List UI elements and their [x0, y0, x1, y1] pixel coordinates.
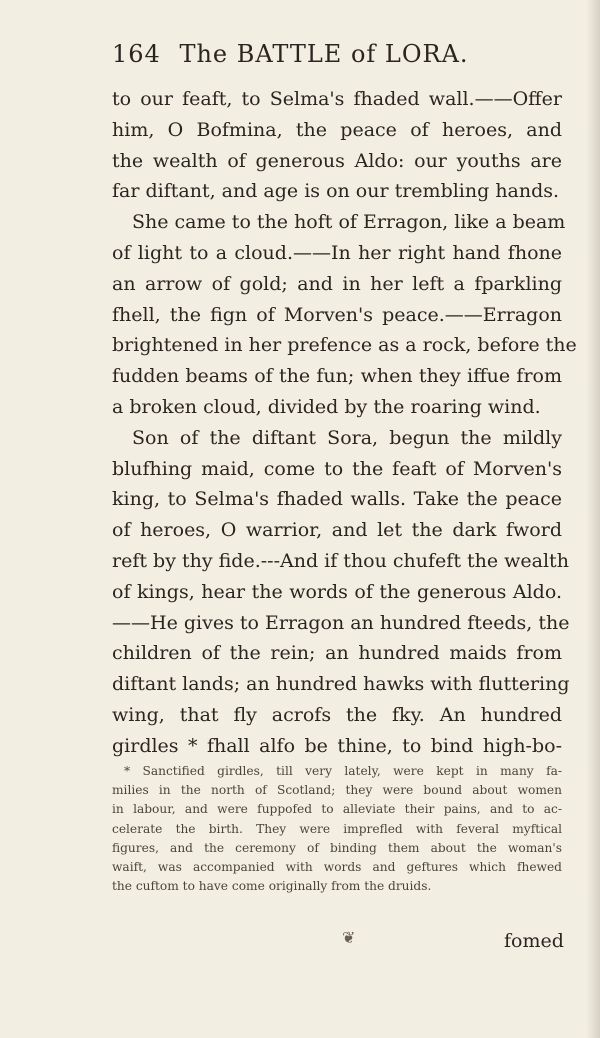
- body-line: girdles * fhall alfo be thine, to bind high-bo-: [112, 734, 562, 757]
- body-line: to our feaft, to Selma's fhaded wall.——Offer: [112, 88, 562, 110]
- body-line: of kings, hear the words of the generous Aldo.: [112, 580, 562, 603]
- catchword: fomed: [504, 930, 564, 952]
- body-line: Son of the diftant Sora, begun the mildly: [132, 426, 562, 449]
- body-line: him, O Bofmina, the peace of heroes, and: [112, 118, 562, 141]
- fleuron-icon: ❦: [342, 928, 356, 947]
- body-line: of light to a cloud.——In her right hand fhone: [112, 241, 562, 264]
- footnote: [112, 762, 562, 896]
- footnote-line: the cuftom to have come originally from the druids.: [112, 879, 432, 894]
- body-line: fhell, the fign of Morven's peace.——Erragon: [112, 303, 562, 326]
- footnote-line: waift, was accompanied with words and geftures which fhewed: [112, 859, 562, 874]
- body-line: blufhing maid, come to the feaft of Morven's: [112, 457, 562, 480]
- body-line: reft by thy fide.---And if thou chufeft the wealth: [112, 549, 569, 572]
- running-title: The BATTLE of LORA.: [179, 40, 469, 68]
- body-line: fudden beams of the fun; when they iffue from: [112, 365, 562, 388]
- body-text: [112, 84, 577, 762]
- footnote-line: milies in the north of Scotland; they were bound about women: [112, 783, 562, 798]
- page-number: 164: [112, 40, 161, 68]
- footnote-line: figures, and the ceremony of binding them about the woman's: [112, 840, 562, 855]
- body-line: brightened in her prefence as a rock, before the: [112, 334, 577, 357]
- body-line: of heroes, O warrior, and let the dark fword: [112, 519, 562, 542]
- body-line: She came to the hoft of Erragon, like a beam: [132, 211, 566, 234]
- body-line: children of the rein; an hundred maids from: [112, 642, 562, 665]
- body-line: a broken cloud, divided by the roaring wind.: [112, 395, 541, 418]
- body-line: the wealth of generous Aldo: our youths are: [112, 149, 562, 172]
- footnote-line: celerate the birth. They were imprefled with feveral myftical: [112, 821, 562, 836]
- page-edge-shadow: [586, 0, 600, 1038]
- body-line: wing, that fly acrofs the fky. An hundred: [112, 703, 562, 726]
- footnote-line: * Sanctified girdles, till very lately, were kept in many fa-: [124, 764, 562, 778]
- body-line: far diftant, and age is on our trembling hands.: [112, 180, 560, 203]
- body-line: ——He gives to Erragon an hundred fteeds, the: [112, 611, 570, 634]
- body-line: king, to Selma's fhaded walls. Take the peace: [112, 488, 562, 511]
- body-line: diftant lands; an hundred hawks with fluttering: [112, 673, 570, 696]
- footnote-line: in labour, and were fuppofed to alleviate their pains, and to ac-: [112, 802, 562, 817]
- body-line: an arrow of gold; and in her left a fparkling: [112, 272, 562, 295]
- running-header: [112, 40, 562, 68]
